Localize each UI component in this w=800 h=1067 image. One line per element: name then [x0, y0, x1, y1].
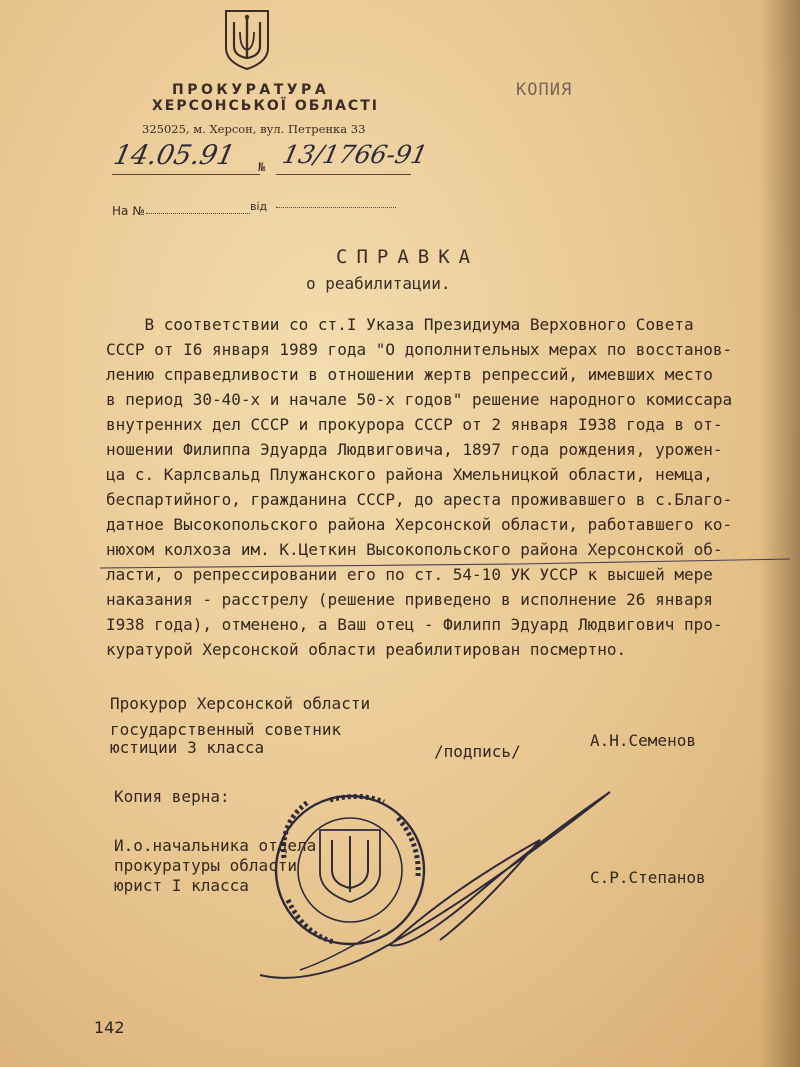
organization-address: 325025, м. Херсон, вул. Петренка 33: [142, 122, 366, 136]
certificate-body: [106, 312, 746, 662]
body-line: ласти, о репрессировании его по ст. 54-10 УК УССР к высшей мере: [106, 565, 713, 584]
official-seal-icon: [276, 796, 424, 944]
body-line: СССР от I6 января 1989 года "О дополнительных мерах по восстанов-: [106, 340, 733, 359]
certifier-position-line1: И.о.начальника отдела: [114, 836, 317, 855]
signatory-position-line2: государственный советник: [110, 720, 342, 739]
body-line: наказания - расстрелу (решение приведено в исполнение 26 января: [106, 590, 713, 609]
signer-name: А.Н.Семенов: [590, 731, 696, 750]
certifier-position-line2: прокуратуры области: [114, 856, 298, 875]
organization-region: ХЕРСОНСЬКОЇ ОБЛАСТІ: [152, 98, 379, 114]
signatory-position-line1: Прокурор Херсонской области: [110, 694, 371, 713]
body-line: внутренних дел СССР и прокурора СССР от 2 января I938 года в от-: [106, 415, 723, 434]
body-line: ца с. Карлсвальд Плужанского района Хмельницкой области, немца,: [106, 465, 713, 484]
date-underline: [112, 174, 260, 175]
page-edge-shadow: [760, 0, 800, 1067]
certifier-name: С.Р.Степанов: [590, 868, 706, 887]
body-line: В соответствии со ст.I Указа Президиума Верховного Совета: [106, 315, 694, 334]
body-line: куратурой Херсонской области реабилитирован посмертно.: [106, 640, 627, 659]
body-line: беспартийного, гражданина СССР, до ареста проживавшего в с.Благо-: [106, 490, 733, 509]
reference-date-label: від: [250, 200, 268, 213]
body-line: лению справедливости в отношении жертв репрессий, имевших место: [106, 365, 713, 384]
body-line: ношении Филиппа Эдуарда Людвиговича, 1897 года рождения, урожен-: [106, 440, 723, 459]
signed-mark: /подпись/: [434, 742, 521, 761]
signatory-position-line3: юстиции 3 класса: [110, 738, 265, 757]
official-seal-and-signature: [240, 770, 620, 1000]
page-number: 142: [94, 1018, 125, 1037]
copy-correct-label: Копия верна:: [114, 787, 230, 806]
body-line: в период 30-40-х и начале 50-х годов" решение народного комиссара: [106, 390, 733, 409]
reference-number-label: На №: [112, 204, 145, 218]
document-title: СПРАВКА: [336, 246, 480, 268]
body-line: датное Высокопольского района Херсонской области, работавшего ко-: [106, 515, 733, 534]
pen-underline-stroke: [100, 554, 790, 572]
body-line: I938 года), отменено, а Ваш отец - Филипп Эдуард Людвигович про-: [106, 615, 723, 634]
organization-name: ПРОКУРАТУРА: [172, 82, 330, 98]
handwritten-document-number: 13/1766-91: [279, 140, 431, 169]
reference-number-line: [146, 213, 250, 214]
trident-emblem-icon: [222, 8, 272, 72]
document-subtitle: о реабилитации.: [306, 274, 451, 293]
number-underline: [276, 174, 411, 175]
copy-mark: КОПИЯ: [516, 80, 573, 100]
handwritten-date: 14.05.91: [110, 140, 238, 171]
body-line: нюхом колхоза им. К.Цеткин Высокопольского района Херсонской об-: [106, 540, 723, 559]
number-sign: №: [258, 160, 266, 174]
certifier-position-line3: юрист I класса: [114, 876, 249, 895]
reference-date-line: [276, 207, 396, 208]
